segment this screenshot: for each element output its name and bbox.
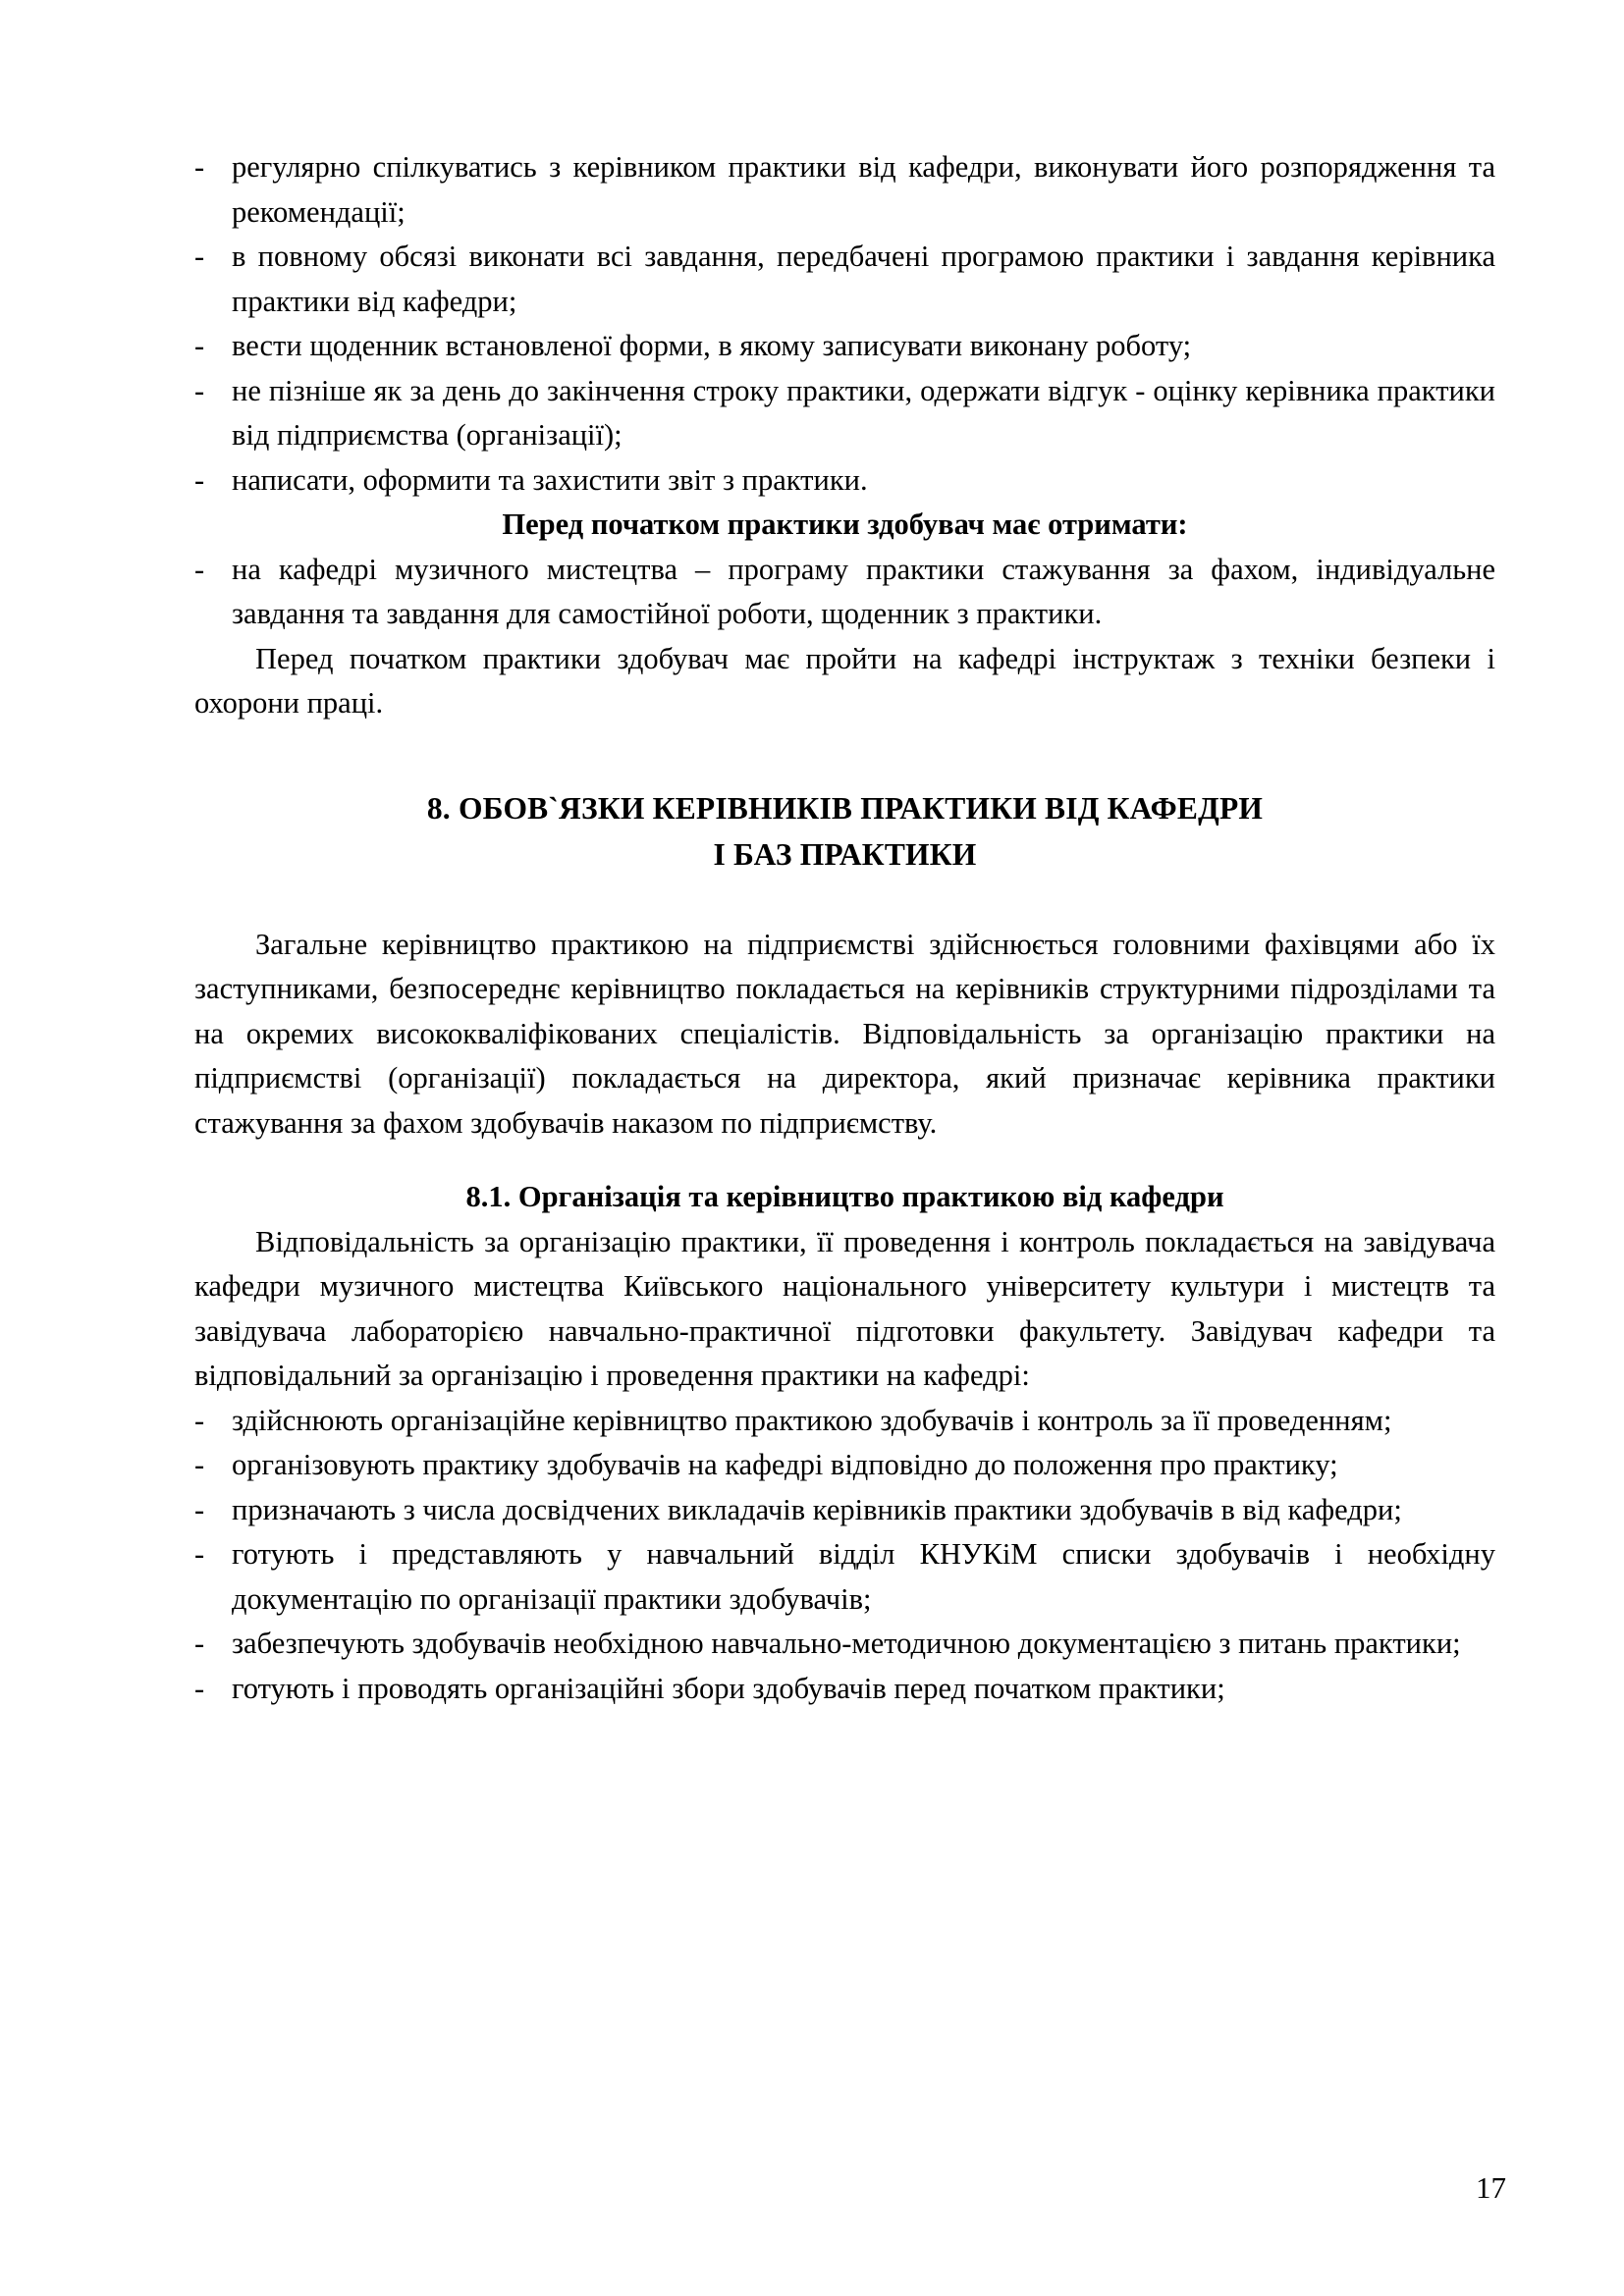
bullet-dash-marker: - — [194, 1492, 205, 1526]
list-item — [194, 235, 1495, 324]
list-item-text: написати, оформити та захистити звіт з практики. — [232, 462, 868, 497]
list-item — [194, 548, 1495, 637]
list-item — [194, 369, 1495, 458]
bullet-dash-marker: - — [194, 1671, 205, 1705]
before-start-heading: Перед початком практики здобувач має отримати: — [502, 507, 1188, 541]
duties-list — [194, 145, 1495, 503]
list-item — [194, 1667, 1495, 1712]
spacer — [194, 878, 1495, 923]
list-item — [194, 324, 1495, 369]
list-item-text: на кафедрі музичного мистецтва – програму практики стажування за фахом, індивідуальне завдання та завдання для самостійної роботи, щоденник з практики. — [232, 552, 1495, 630]
list-item-text: забезпечують здобувачів необхідною навчально-методичною документацією з питань практики; — [232, 1627, 1461, 1660]
list-item-text: здійснюють організаційне керівництво практикою здобувачів і контроль за її проведенням; — [232, 1403, 1392, 1437]
list-item-text: готують і проводять організаційні збори здобувачів перед початком практики; — [232, 1671, 1225, 1705]
before-start-paragraph: Перед початком практики здобувач має пройти на кафедрі інструктаж з техніки безпеки і охорони праці. — [194, 641, 1495, 720]
list-item-text: вести щоденник встановленої форми, в якому записувати виконану роботу; — [232, 329, 1192, 362]
bullet-dash-marker: - — [194, 462, 205, 497]
list-item-text: призначають з числа досвідчених викладачів керівників практики здобувачів в від кафедри; — [232, 1492, 1402, 1526]
list-item — [194, 145, 1495, 235]
list-item-text: організовують практику здобувачів на кафедрі відповідно до положення про практику; — [232, 1448, 1338, 1481]
bullet-dash-marker: - — [194, 1448, 205, 1481]
list-item — [194, 1443, 1495, 1488]
list-item-text: готують і представляють у навчальний відділ КНУКіМ списки здобувачів і необхідну документацію по організації практики здобувачів; — [232, 1537, 1495, 1616]
section-8-title-line-2: І БАЗ ПРАКТИКИ — [713, 836, 977, 872]
list-item-text: не пізніше як за день до закінчення строку практики, одержати відгук - оцінку керівника практики від підприємства (організації); — [232, 373, 1495, 452]
bullet-dash-marker: - — [194, 1403, 205, 1437]
before-start-list — [194, 548, 1495, 637]
list-item — [194, 1488, 1495, 1533]
section-8-1-paragraph: Відповідальність за організацію практики, її проведення і контроль покладається на завідувача кафедри музичного мистецтва Київського національного університету культури і мистецтв та завідувача лабораторією навчально-практичної підготовки факультету. Завідувач кафедри та відповідальний за організацію і проведення практики на кафедрі: — [194, 1224, 1495, 1392]
section-8-1-list — [194, 1399, 1495, 1712]
spacer — [194, 1146, 1495, 1175]
list-item — [194, 1532, 1495, 1622]
spacer — [194, 726, 1495, 785]
section-8-intro-paragraph: Загальне керівництво практикою на підприємстві здійснюється головними фахівцями або їх заступниками, безпосереднє керівництво покладається на керівників структурними підрозділами та на окремих висококваліфікованих спеціалістів. Відповідальність за організацію практики на підприємстві (організації) покладається на директора, який призначає керівника практики стажування за фахом здобувачів наказом по підприємству. — [194, 927, 1495, 1140]
section-8-1-heading: 8.1. Організація та керівництво практикою від кафедри — [465, 1180, 1224, 1213]
bullet-dash-marker: - — [194, 1627, 205, 1660]
list-item — [194, 1622, 1495, 1667]
section-8-title-line-1: 8. ОБОВ`ЯЗКИ КЕРІВНИКІВ ПРАКТИКИ ВІД КАФЕДРИ — [426, 790, 1264, 826]
list-item-text: регулярно спілкуватись з керівником практики від кафедри, виконувати його розпорядження та рекомендації; — [232, 150, 1495, 229]
bullet-dash-marker: - — [194, 1537, 205, 1571]
list-item — [194, 458, 1495, 504]
list-item-text: в повному обсязі виконати всі завдання, передбачені програмою практики і завдання керівника практики від кафедри; — [232, 240, 1495, 318]
bullet-dash-marker: - — [194, 240, 205, 273]
page-number: 17 — [1476, 2170, 1506, 2205]
page-content — [194, 145, 1495, 1711]
bullet-dash-marker: - — [194, 373, 205, 407]
bullet-dash-marker: - — [194, 552, 205, 586]
list-item — [194, 1399, 1495, 1444]
bullet-dash-marker: - — [194, 329, 205, 362]
bullet-dash-marker: - — [194, 150, 205, 184]
